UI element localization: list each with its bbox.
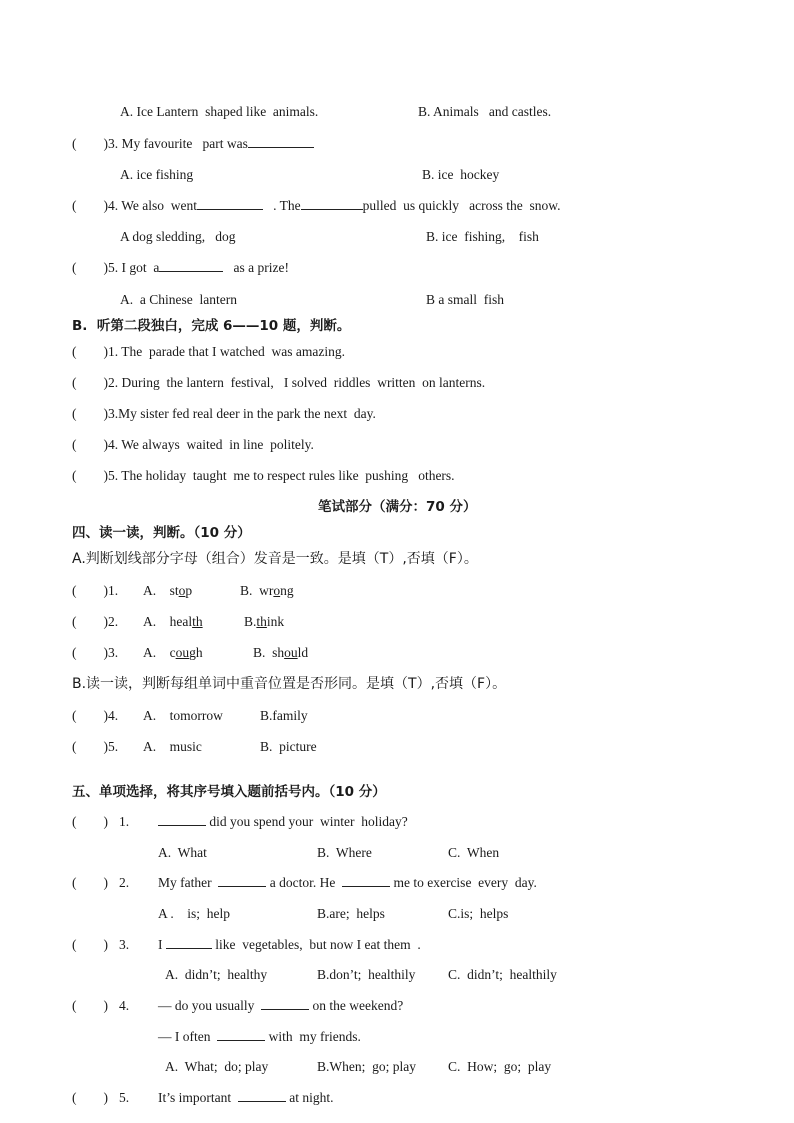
s4-paren-2[interactable]: ( )	[72, 614, 108, 629]
section5-heading: 五、单项选择，将其序号填入题前括号内。（10 分）	[72, 784, 386, 800]
s5-num-5: 5.	[119, 1090, 130, 1105]
s4-num-3: 3.	[108, 645, 119, 660]
s4-paren-3[interactable]: ( )	[72, 645, 108, 660]
s5-paren-3[interactable]: ( )	[72, 937, 108, 952]
lb-item-5: 5. The holiday taught me to respect rules like pushing others.	[108, 468, 455, 483]
s4-word-a-4: A. tomorrow	[143, 708, 223, 723]
s5-num-3: 3.	[119, 937, 130, 952]
answer-blank[interactable]	[342, 874, 390, 887]
s4-word-a-2: A. health	[143, 614, 203, 629]
q2-option-a: A. Ice Lantern shaped like animals.	[120, 104, 319, 119]
section4-part-b: B.读一读，判断每组单词中重音位置是否形同。是填（T）,否填（F）。	[72, 676, 507, 692]
s5-paren-2[interactable]: ( )	[72, 875, 108, 890]
answer-blank[interactable]	[159, 259, 223, 272]
answer-blank[interactable]	[261, 997, 309, 1010]
lb-item-2: 2. During the lantern festival, I solved riddles written on lanterns.	[108, 375, 486, 390]
s4-word-b-2: B.think	[244, 614, 285, 629]
s4-word-b-3: B. should	[253, 645, 309, 660]
answer-blank[interactable]	[197, 197, 263, 210]
s5-q2-option-b: B.are; helps	[317, 906, 385, 921]
s5-q4-line2: — I often with my friends.	[158, 1029, 361, 1044]
s4-word-a-3: A. cough	[143, 645, 203, 660]
s5-q4-option-c: C. How; go; play	[448, 1059, 552, 1074]
q5-text: 5. I got a as a prize!	[108, 260, 289, 275]
s4-word-b-1: B. wrong	[240, 583, 294, 598]
answer-blank[interactable]	[301, 197, 363, 210]
s5-paren-5[interactable]: ( )	[72, 1090, 108, 1105]
s5-paren-1[interactable]: ( )	[72, 814, 108, 829]
answer-blank[interactable]	[248, 135, 314, 148]
q4-option-a: A dog sledding, dog	[120, 229, 236, 244]
s5-q4-text: — do you usually on the weekend?	[158, 998, 404, 1013]
s5-paren-4[interactable]: ( )	[72, 998, 108, 1013]
s4-num-4: 4.	[108, 708, 119, 723]
s4-word-a-1: A. stop	[143, 583, 193, 598]
answer-blank[interactable]	[166, 936, 212, 949]
s4-num-5: 5.	[108, 739, 119, 754]
section4-part-a: A.判断划线部分字母（组合）发音是一致。是填（T）,否填（F）。	[72, 551, 478, 567]
s5-q3-option-a: A. didn’t; healthy	[165, 967, 268, 982]
s5-q2-text: My father a doctor. He me to exercise every day.	[158, 875, 537, 890]
q3-paren[interactable]: ( )	[72, 136, 108, 151]
s5-q1-option-c: C. When	[448, 845, 500, 860]
s5-num-1: 1.	[119, 814, 130, 829]
s5-num-4: 4.	[119, 998, 130, 1013]
q4-text: 4. We also went . The pulled us quickly across the snow.	[108, 198, 561, 213]
s5-q3-text: I like vegetables, but now I eat them .	[158, 937, 421, 952]
q4-paren[interactable]: ( )	[72, 198, 108, 213]
s4-word-b-5: B. picture	[260, 739, 317, 754]
q5-option-a: A. a Chinese lantern	[120, 292, 237, 307]
section4-heading: 四、读一读，判断。（10 分）	[72, 525, 251, 541]
s4-word-a-5: A. music	[143, 739, 202, 754]
lb-paren-4[interactable]: ( )	[72, 437, 108, 452]
s5-num-2: 2.	[119, 875, 130, 890]
s4-num-2: 2.	[108, 614, 119, 629]
answer-blank[interactable]	[218, 874, 266, 887]
lb-paren-3[interactable]: ( )	[72, 406, 108, 421]
s5-q3-option-c: C. didn’t; healthily	[448, 967, 557, 982]
s4-num-1: 1.	[108, 583, 119, 598]
q5-paren[interactable]: ( )	[72, 260, 108, 275]
s5-q5-text: It’s important at night.	[158, 1090, 334, 1105]
answer-blank[interactable]	[158, 813, 206, 826]
lb-paren-5[interactable]: ( )	[72, 468, 108, 483]
s5-q4-option-a: A. What; do; play	[165, 1059, 269, 1074]
q3-option-b: B. ice hockey	[422, 167, 500, 182]
q4-option-b: B. ice fishing, fish	[426, 229, 539, 244]
s5-q4-option-b: B.When; go; play	[317, 1059, 416, 1074]
lb-item-1: 1. The parade that I watched was amazing.	[108, 344, 346, 359]
s4-word-b-4: B.family	[260, 708, 308, 723]
lb-item-3: 3.My sister fed real deer in the park the next day.	[108, 406, 376, 421]
q2-option-b: B. Animals and castles.	[418, 104, 552, 119]
lb-item-4: 4. We always waited in line politely.	[108, 437, 314, 452]
s4-paren-1[interactable]: ( )	[72, 583, 108, 598]
answer-blank[interactable]	[238, 1089, 286, 1102]
s5-q1-option-b: B. Where	[317, 845, 372, 860]
written-heading: 笔试部分（满分：70 分）	[318, 499, 477, 515]
s5-q2-option-a: A . is; help	[158, 906, 231, 921]
q3-text: 3. My favourite part was	[108, 135, 314, 153]
s5-q2-option-c: C.is; helps	[448, 906, 509, 921]
lb-paren-2[interactable]: ( )	[72, 375, 108, 390]
s4-paren-5[interactable]: ( )	[72, 739, 108, 754]
answer-blank[interactable]	[217, 1028, 265, 1041]
s5-q3-option-b: B.don’t; healthily	[317, 967, 416, 982]
s5-q1-option-a: A. What	[158, 845, 207, 860]
q3-option-a: A. ice fishing	[120, 167, 194, 182]
q5-option-b: B a small fish	[426, 292, 504, 307]
listening-b-heading: B. 听第二段独白，完成 6——10 题，判断。	[72, 318, 351, 334]
s4-paren-4[interactable]: ( )	[72, 708, 108, 723]
lb-paren-1[interactable]: ( )	[72, 344, 108, 359]
s5-q1-text: did you spend your winter holiday?	[158, 813, 408, 831]
